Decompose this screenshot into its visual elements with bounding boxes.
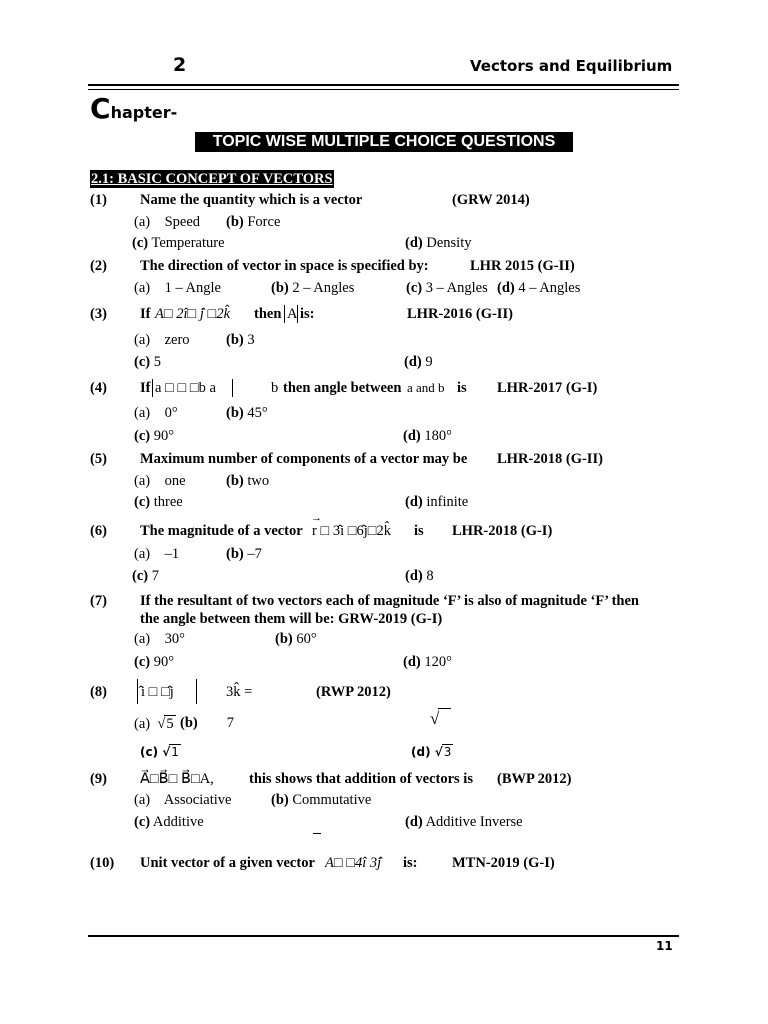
option-b[interactable]: (b) Force xyxy=(226,214,281,230)
option-d[interactable]: (d) 8 xyxy=(405,568,434,584)
question-text-if: If xyxy=(140,380,151,396)
abs-bar-right xyxy=(196,679,197,704)
question-abs-var: A xyxy=(287,306,298,322)
question-text: Name the quantity which is a vector xyxy=(140,192,363,208)
question-number: (8) xyxy=(90,684,107,700)
question-reference: LHR 2015 (G-II) xyxy=(470,258,575,274)
option-a[interactable]: (a) √5 xyxy=(134,716,174,732)
vector-arrow-icon: → xyxy=(311,512,322,524)
option-d[interactable]: (d) 9 xyxy=(404,354,433,370)
option-d[interactable]: (d) Additive Inverse xyxy=(405,814,523,830)
question-formula: a □ □ □b a xyxy=(155,380,216,396)
option-b[interactable]: (b) 7 xyxy=(180,715,234,731)
abs-bar-left xyxy=(152,379,153,397)
question-formula: r □ 3̂i □6̂j□2k̂ xyxy=(312,523,392,539)
question-text: Unit vector of a given vector xyxy=(140,855,315,871)
option-a[interactable]: (a) 30° xyxy=(134,631,185,647)
sqrt-value: 5 xyxy=(166,716,174,732)
question-number: (3) xyxy=(90,306,107,322)
option-c[interactable]: (c) 7 xyxy=(132,568,159,584)
option-b[interactable]: (b) 2 – Angles xyxy=(271,280,355,296)
option-a[interactable]: (a) Associative xyxy=(134,792,232,808)
question-text-then: then angle between xyxy=(283,380,402,396)
option-c[interactable]: (c) 90° xyxy=(134,654,175,670)
question-text-line-1: If the resultant of two vectors each of magnitude ‘F’ is also of magnitude ‘F’ then xyxy=(140,593,639,609)
abs-bar-left xyxy=(284,305,285,323)
question-reference: MTN-2019 (G-I) xyxy=(452,855,555,871)
question-text-is: is xyxy=(414,523,424,539)
chapter-label-initial: C xyxy=(90,92,111,125)
option-b[interactable]: (b) two xyxy=(226,473,270,489)
question-number: (6) xyxy=(90,523,107,539)
abs-bar-right xyxy=(232,379,233,397)
section-heading: 2.1: BASIC CONCEPT OF VECTORS xyxy=(91,171,333,187)
question-number: (2) xyxy=(90,258,107,274)
option-a[interactable]: (a) Speed xyxy=(134,214,201,230)
question-text: Maximum number of components of a vector may be xyxy=(140,451,468,467)
topic-banner: TOPIC WISE MULTIPLE CHOICE QUESTIONS xyxy=(195,132,573,152)
question-formula-2: 3k̂ = xyxy=(226,684,253,700)
option-b[interactable]: (b) 60° xyxy=(275,631,317,647)
abs-bar-right xyxy=(297,305,298,323)
footer-rule xyxy=(88,935,679,937)
question-number: (1) xyxy=(90,192,107,208)
chapter-label-rest: hapter- xyxy=(110,103,178,122)
question-text-is: is: xyxy=(300,306,315,322)
question-text-then: then xyxy=(254,306,282,322)
sqrt-icon: √ xyxy=(430,708,451,729)
question-reference: LHR-2017 (G-I) xyxy=(497,380,598,396)
question-formula: A□ □4î 3̂j xyxy=(325,855,382,871)
option-b[interactable]: (b) 45° xyxy=(226,405,268,421)
option-b[interactable]: (b) –7 xyxy=(226,546,262,562)
option-a[interactable]: (a) –1 xyxy=(134,546,180,562)
option-d[interactable]: (d) 4 – Angles xyxy=(497,280,581,296)
question-reference: (RWP 2012) xyxy=(316,684,391,700)
option-c[interactable]: (c) 90° xyxy=(134,428,175,444)
chapter-label xyxy=(90,92,177,125)
question-reference: LHR-2018 (G-II) xyxy=(497,451,603,467)
chapter-number: 2 xyxy=(173,54,187,76)
abs-bar-left xyxy=(137,679,138,704)
option-a[interactable]: (a) one xyxy=(134,473,186,489)
question-text-line-2: the angle between them will be: GRW-2019 (G-I) xyxy=(140,611,443,627)
option-c[interactable]: (c) three xyxy=(134,494,183,510)
question-number: (9) xyxy=(90,771,107,787)
option-c[interactable]: (c) Additive xyxy=(134,814,204,830)
option-c[interactable]: (c) Temperature xyxy=(132,235,225,251)
question-formula: A⃗□B⃗□ B⃗□A, xyxy=(140,771,214,787)
option-a[interactable]: (a) zero xyxy=(134,332,190,348)
question-number: (7) xyxy=(90,593,107,609)
question-formula: ̂i □ □̂j xyxy=(141,684,174,700)
option-a[interactable]: (a) 1 – Angle xyxy=(134,280,221,296)
option-c[interactable]: (c) 3 – Angles xyxy=(406,280,488,296)
option-c[interactable]: (c) √1 xyxy=(140,745,179,759)
question-vars: a and b xyxy=(407,380,445,395)
page-number: 11 xyxy=(656,939,673,953)
option-b[interactable]: (b) Commutative xyxy=(271,792,372,808)
question-reference: (GRW 2014) xyxy=(452,192,530,208)
question-number: (4) xyxy=(90,380,107,396)
question-number: (10) xyxy=(90,855,115,871)
question-number: (5) xyxy=(90,451,107,467)
question-formula: A□ 2î□ ̂j □2k̂ xyxy=(155,306,230,322)
option-d[interactable]: (d) 180° xyxy=(403,428,452,444)
option-a[interactable]: (a) 0° xyxy=(134,405,178,421)
question-text: The direction of vector in space is specified by: xyxy=(140,258,429,274)
question-text-if: If xyxy=(140,306,151,322)
option-c[interactable]: (c) 5 xyxy=(134,354,161,370)
option-d[interactable]: (d) Density xyxy=(405,235,472,251)
option-d[interactable]: (d) infinite xyxy=(405,494,469,510)
question-formula-2: b xyxy=(271,380,279,396)
sqrt-value: 1 xyxy=(171,745,179,759)
header-rule-thin xyxy=(88,89,679,90)
option-d[interactable]: (d) √3 xyxy=(411,745,452,759)
header-rule-thick xyxy=(88,84,679,86)
question-reference: LHR-2016 (G-II) xyxy=(407,306,513,322)
chapter-title: Vectors and Equilibrium xyxy=(470,57,673,75)
option-d[interactable]: (d) 120° xyxy=(403,654,452,670)
question-text: this shows that addition of vectors is xyxy=(249,771,473,787)
option-b[interactable]: (b) 3 xyxy=(226,332,255,348)
question-text: The magnitude of a vector xyxy=(140,523,303,539)
question-text-is: is xyxy=(457,380,467,396)
question-text-is: is: xyxy=(403,855,418,871)
sqrt-value: 3 xyxy=(443,745,452,759)
question-reference: LHR-2018 (G-I) xyxy=(452,523,553,539)
question-reference: (BWP 2012) xyxy=(497,771,572,787)
vector-bar-mark xyxy=(313,833,321,834)
